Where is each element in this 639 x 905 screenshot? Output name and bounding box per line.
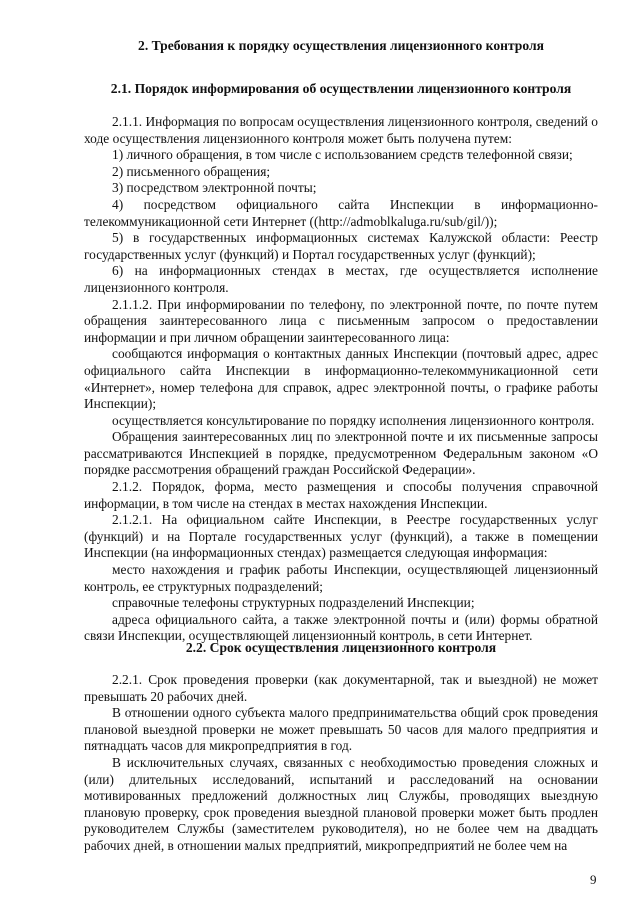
list-item: 2) письменного обращения; (112, 163, 271, 179)
paragraph: 2.1.2. Порядок, форма, место размещения и способы получения справочной информации, в том числе на стендах в местах нахождения Инспекции. (84, 479, 598, 511)
paragraph: 2.1.2.1. На официальном сайте Инспекции, в Реестре государственных услуг (функций) и на Портале государственных услуг (функций), а также в помещении Инспекции (на информационных стендах) размещается следующая информация: (84, 512, 598, 561)
paragraph: Обращения заинтересованных лиц по электронной почте и их письменные запросы рассматриваются Инспекцией в порядке, предусмотренном Федеральным законом «О порядке рассмотрения обращений граждан Российской Федерации». (84, 429, 598, 478)
paragraph: В исключительных случаях, связанных с необходимостью проведения сложных и (или) длительных исследований, испытаний и расследований на основании мотивированных предложений должностных лиц Службы, проводящих выездную плановую проверку, срок проведения выездной плановой проверки может быть продлен руководителем Службы (заместителем руководителя), но не более чем на двадцать рабочих дней, в отношении малых предприятий, микропредприятий не более чем на (84, 754, 598, 853)
subsection-title: 2.2. Срок осуществления лицензионного контроля (185, 640, 497, 655)
subsection-body (84, 672, 598, 855)
paragraph: осуществляется консультирование по порядку исполнения лицензионного контроля. (112, 412, 595, 428)
list-item: 1) личного обращения, в том числе с использованием средств телефонной связи; (112, 147, 573, 163)
list-item: 6) на информационных стендах в местах, где осуществляется исполнение лицензионного контроля. (84, 263, 598, 295)
subsection-body (84, 114, 598, 645)
section-title: 2. Требования к порядку осуществления лицензионного контроля (138, 38, 544, 53)
paragraph: 2.1.1.2. При информировании по телефону, по электронной почте, по почте путем обращения заинтересованного лица с письменным запросом о предоставлении информации и при личном обращении заинтересованного лица: (84, 296, 598, 345)
paragraph: 2.1.1. Информация по вопросам осуществления лицензионного контроля, сведений о ходе осуществления лицензионного контроля может быть получена путем: (84, 114, 598, 146)
paragraph: В отношении одного субъекта малого предпринимательства общий срок проведения плановой выездной проверки не может превышать 50 часов для малого предприятия и пятнадцать часов для микропредприятия в год. (84, 705, 598, 754)
list-item: 5) в государственных информационных системах Калужской области: Реестр государственных услуг (функций) и Портал государственных услуг (функций); (84, 230, 598, 262)
paragraph: сообщаются информация о контактных данных Инспекции (почтовый адрес, адрес официального сайта Инспекции в информационно-телекоммуникационной сети «Интернет», номер телефона для справок, адрес электронной почты, о графике работы Инспекции); (84, 346, 598, 412)
paragraph: справочные телефоны структурных подразделений Инспекции; (112, 595, 475, 611)
list-item: 4) посредством официального сайта Инспекции в информационно-телекоммуникационной сети Интернет ((http://admoblkaluga.ru/sub/gil/)); (84, 196, 598, 229)
paragraph: место нахождения и график работы Инспекции, осуществляющей лицензионный контроль, ее структурных подразделений; (84, 562, 598, 594)
paragraph: адреса официального сайта, а также электронной почты и (или) формы обратной связи Инспекции, осуществляющей лицензионный контроль, в сети Интернет. (84, 611, 598, 644)
page-number: 9 (590, 872, 597, 887)
subsection-title: 2.1. Порядок информирования об осуществлении лицензионного контроля (110, 81, 572, 96)
paragraph: 2.2.1. Срок проведения проверки (как документарной, так и выездной) не может превышать 20 рабочих дней. (84, 672, 598, 704)
list-item: 3) посредством электронной почты; (112, 180, 317, 196)
